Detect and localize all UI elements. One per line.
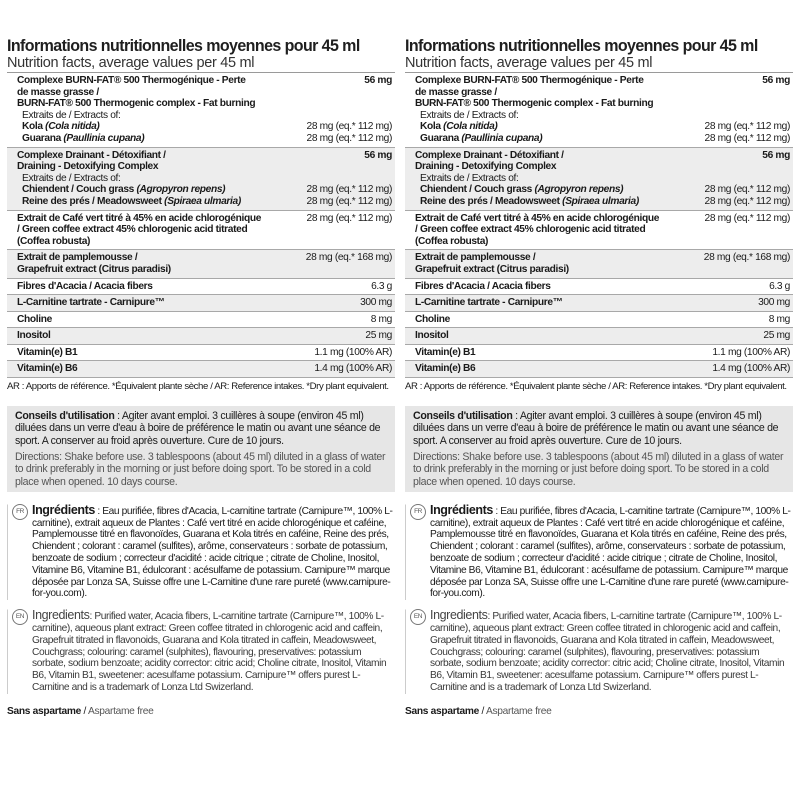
extract-name: Reine des prés / Meadowsweet xyxy=(22,195,165,207)
nutrient-label-line: Choline xyxy=(415,313,450,325)
extract-name: Reine des prés / Meadowsweet xyxy=(420,195,563,207)
nutrient-value: 1.4 mg (100% AR) xyxy=(712,363,790,375)
fr-language-icon: FR xyxy=(410,504,426,520)
extract-item xyxy=(17,121,392,133)
nutrition-row xyxy=(7,295,395,312)
nutrition-row xyxy=(405,345,793,362)
extract-value: 28 mg (eq.* 112 mg) xyxy=(306,121,392,133)
extract-item xyxy=(415,196,790,208)
extracts-label: Extraits de / Extracts of: xyxy=(22,172,121,184)
nutrient-label xyxy=(415,150,756,173)
ingredients-fr xyxy=(7,504,395,600)
nutrient-label-line: Complexe Drainant - Détoxifiant / xyxy=(415,149,564,161)
nutrient-label xyxy=(17,281,365,293)
nutrient-label-line: Complexe BURN-FAT® 500 Thermogénique - Perte xyxy=(17,75,246,86)
nutrient-value: 28 mg (eq.* 168 mg) xyxy=(305,252,392,264)
extract-name: Chiendent / Couch grass xyxy=(420,184,535,196)
nutrient-label xyxy=(17,347,308,359)
extract-item xyxy=(17,184,392,196)
advice-fr-label: Conseils d'utilisation xyxy=(413,410,513,423)
reference-intake-note: AR : Apports de référence. *Équivalent plante sèche / AR: Reference intakes. *Dry plant equivalent. xyxy=(7,381,389,393)
extract-item xyxy=(415,133,790,145)
usage-advice-box xyxy=(405,406,793,492)
nutrient-label xyxy=(415,252,698,275)
advice-fr xyxy=(413,410,787,447)
advice-fr-text: : Agiter avant emploi. 3 cuillères à soupe (environ 45 ml) diluées dans un verre d'eau à boire de préférence le matin ou avant une séance de sport. A conserver au froid après ouverture. Cure de 10 jours. xyxy=(413,410,779,447)
nutrient-label xyxy=(415,314,763,326)
extract-latin-name: (Paullinia cupana) xyxy=(63,132,145,144)
nutrient-label-line: / Green coffee extract 45% chlorogenic acid titrated xyxy=(17,224,248,236)
nutrient-label-line: Complexe Drainant - Détoxifiant / xyxy=(17,149,166,161)
nutrient-value: 28 mg (eq.* 112 mg) xyxy=(704,212,790,224)
extracts-label: Extraits de / Extracts of: xyxy=(22,109,121,121)
extract-value: 28 mg (eq.* 112 mg) xyxy=(306,184,392,196)
nutrient-value: 1.4 mg (100% AR) xyxy=(314,363,392,375)
aspartame-free-note xyxy=(7,706,395,718)
nutrient-label xyxy=(17,150,358,173)
panel-subtitle: Nutrition facts, average values per 45 ml xyxy=(7,55,255,71)
nutrition-row xyxy=(7,345,395,362)
extract-latin-name: (Paullinia cupana) xyxy=(461,132,543,144)
nutrient-value: 28 mg (eq.* 168 mg) xyxy=(703,252,790,264)
nutrient-label-line: (Coffea robusta) xyxy=(415,235,489,247)
extract-name: Kola xyxy=(420,121,444,133)
panel-subtitle: Nutrition facts, average values per 45 ml xyxy=(405,55,653,71)
extract-item xyxy=(17,133,392,145)
nutrient-value: 25 mg xyxy=(365,330,392,342)
ingredients-en xyxy=(405,609,793,694)
nutrient-value: 8 mg xyxy=(768,313,790,325)
advice-en: Directions: Shake before use. 3 tablespoons (about 45 ml) diluted in a glass of water to drink preferably in the morning or just before doing sport. To be stored in a cold place when opened. 10 days course. xyxy=(413,450,784,488)
advice-fr-text: : Agiter avant emploi. 3 cuillères à soupe (environ 45 ml) diluées dans un verre d'eau à boire de préférence le matin ou avant une séance de sport. A conserver au froid après ouverture. Cure de 10 jours. xyxy=(15,410,381,447)
panel-title: Informations nutritionnelles moyennes pour 45 ml xyxy=(405,37,758,55)
nutrient-value: 28 mg (eq.* 112 mg) xyxy=(306,212,392,224)
nutrient-label xyxy=(415,347,706,359)
extract-item xyxy=(415,184,790,196)
nutrition-table xyxy=(405,72,793,378)
nutrition-row xyxy=(405,312,793,329)
nutrition-row xyxy=(405,211,793,251)
ingredients-fr-text: : Eau purifiée, fibres d'Acacia, L-carnitine tartrate (Carnipure™, 100% L-carnitine), extrait aqueux de Plantes : Café vert titré en acide chlorogénique et caféine, Pamplemousse titré en flavonoïdes, Guarana et Kola titrés en caféine, Reine des prés, Chiendent ; colorant : caramel (sulfites), arôme, conservateurs : sorbate de potassium, benzoate de sodium ; correcteur d'acidité : acide citrique ; citrate de Choline, Inositol, Vitamine B6, Vitamine B1, édulcorant : acésulfame de potassium. Carnipure™ marque déposée par Lonza SA, Suisse offre une L-Carnitine d'une rare pureté (www.carnipure-for-you.com). xyxy=(32,505,393,600)
nutrient-value: 56 mg xyxy=(762,75,790,86)
ingredients-en-text: : Purified water, Acacia fibers, L-carnitine tartrate (Carnipure™, 100% L-carnitine), aqueous plant extract: Green coffee titrated in chlorogenic acid and caffein, Grapefruit titrated in flavonoids, Guarana and Kola titrated in caffein, Meadowsweet, Couchgrass; colouring: caramel (sulphites), flavouring, preservatives: potassium sorbate, sodium benzoate; acidity corrector: citric acid; Choline citrate, Inositol, Vitamin B6, Vitamin B1, sweetener: acesulfame potassium. Carnipure™ offers purest L-Carnitine and is a trademark of Lonza Ltd Swizerland. xyxy=(430,611,785,693)
nutrient-value: 56 mg xyxy=(364,149,392,161)
extract-latin-name: (Spiraea ulmaria) xyxy=(164,195,241,207)
nutrient-label-line: Extrait de pamplemousse / xyxy=(415,252,536,264)
extract-name: Chiendent / Couch grass xyxy=(22,184,137,196)
aspartame-separator: / xyxy=(80,705,88,717)
nutrient-value: 1.1 mg (100% AR) xyxy=(314,346,392,358)
nutrient-label xyxy=(17,314,365,326)
nutrient-label-line: Vitamin(e) B1 xyxy=(415,346,476,358)
en-language-icon: EN xyxy=(410,609,426,625)
nutrient-label-line: Extrait de pamplemousse / xyxy=(17,252,138,264)
nutrient-value: 25 mg xyxy=(763,330,790,342)
nutrient-label xyxy=(17,330,359,342)
ingredients-fr-text: : Eau purifiée, fibres d'Acacia, L-carnitine tartrate (Carnipure™, 100% L-carnitine), extrait aqueux de Plantes : Café vert titré en acide chlorogénique et caféine, Pamplemousse titré en flavonoïdes, Guarana et Kola titrés en caféine, Reine des prés, Chiendent ; colorant : caramel (sulfites), arôme, conservateurs : sorbate de potassium, benzoate de sodium ; correcteur d'acidité : acide citrique ; citrate de Choline, Inositol, Vitamine B6, Vitamine B1, édulcorant : acésulfame de potassium. Carnipure™ marque déposée par Lonza SA, Suisse offre une L-Carnitine d'une rare pureté (www.carnipure-for-you.com). xyxy=(430,505,791,600)
extract-value: 28 mg (eq.* 112 mg) xyxy=(306,132,392,144)
panel-title: Informations nutritionnelles moyennes pour 45 ml xyxy=(7,37,360,55)
ingredients-fr xyxy=(405,504,793,600)
nutrition-row xyxy=(7,73,395,148)
extract-value: 28 mg (eq.* 112 mg) xyxy=(704,132,790,144)
nutrition-table xyxy=(7,72,395,378)
extracts-label: Extraits de / Extracts of: xyxy=(420,109,519,121)
nutrient-label-line: Grapefruit extract (Citrus paradisi) xyxy=(415,263,569,275)
nutrient-label-line: Inositol xyxy=(415,330,449,342)
nutrient-label-line: de masse grasse / xyxy=(17,86,99,98)
nutrient-label xyxy=(415,297,752,309)
nutrition-row xyxy=(405,361,793,378)
nutrient-label xyxy=(415,75,756,110)
extract-latin-name: (Spiraea ulmaria) xyxy=(562,195,639,207)
extract-item xyxy=(415,121,790,133)
advice-fr xyxy=(15,410,389,447)
extract-name: Guarana xyxy=(22,132,64,144)
extract-value: 28 mg (eq.* 112 mg) xyxy=(704,121,790,133)
extract-latin-name: (Agropyron repens) xyxy=(534,184,624,196)
nutrient-label-line: Vitamin(e) B6 xyxy=(17,363,78,375)
extract-item xyxy=(17,196,392,208)
extract-latin-name: (Cola nitida) xyxy=(443,121,498,133)
nutrient-label xyxy=(17,363,308,375)
nutrient-label xyxy=(415,281,763,293)
nutrition-row xyxy=(7,312,395,329)
nutrient-label xyxy=(415,213,699,248)
advice-en: Directions: Shake before use. 3 tablespoons (about 45 ml) diluted in a glass of water to drink preferably in the morning or just before doing sport. To be stored in a cold place when opened. 10 days course. xyxy=(15,450,386,488)
extract-name: Kola xyxy=(22,121,46,133)
ingredients-fr-label: Ingrédients xyxy=(32,502,95,517)
reference-intake-note: AR : Apports de référence. *Équivalent plante sèche / AR: Reference intakes. *Dry plant equivalent. xyxy=(405,381,787,393)
nutrient-value: 56 mg xyxy=(364,75,392,86)
nutrition-row xyxy=(405,279,793,296)
nutrient-label xyxy=(415,363,706,375)
nutrient-label xyxy=(17,213,301,248)
nutrient-label-line: L-Carnitine tartrate - Carnipure™ xyxy=(415,297,563,309)
nutrient-label-line: de masse grasse / xyxy=(415,86,497,98)
nutrient-label xyxy=(17,297,354,309)
extract-latin-name: (Cola nitida) xyxy=(45,121,100,133)
nutrition-row xyxy=(405,148,793,211)
nutrition-panel-left xyxy=(7,38,395,718)
nutrient-value: 56 mg xyxy=(762,149,790,161)
nutrient-value: 300 mg xyxy=(360,297,392,309)
nutrient-label-line: Complexe BURN-FAT® 500 Thermogénique - Perte xyxy=(415,75,644,86)
en-language-icon: EN xyxy=(12,609,28,625)
extract-value: 28 mg (eq.* 112 mg) xyxy=(306,195,392,207)
nutrient-value: 8 mg xyxy=(370,313,392,325)
nutrient-value: 300 mg xyxy=(758,297,790,309)
nutrient-value: 1.1 mg (100% AR) xyxy=(712,346,790,358)
nutrition-panel-right xyxy=(405,38,793,718)
extracts-label: Extraits de / Extracts of: xyxy=(420,172,519,184)
nutrient-label-line: Extrait de Café vert titré à 45% en acide chlorogénique xyxy=(415,212,660,224)
nutrition-row xyxy=(405,295,793,312)
fr-language-icon: FR xyxy=(12,504,28,520)
nutrient-label-line: Fibres d'Acacia / Acacia fibers xyxy=(415,280,551,292)
nutrient-label-line: Choline xyxy=(17,313,52,325)
nutrition-row xyxy=(7,250,395,278)
nutrient-label xyxy=(415,330,757,342)
nutrient-label-line: Grapefruit extract (Citrus paradisi) xyxy=(17,263,171,275)
extract-value: 28 mg (eq.* 112 mg) xyxy=(704,195,790,207)
nutrient-label xyxy=(17,75,358,110)
nutrition-row xyxy=(7,279,395,296)
ingredients-en-label: Ingredients xyxy=(430,608,488,623)
ingredients-en-label: Ingredients xyxy=(32,608,90,623)
ingredients-en-text: : Purified water, Acacia fibers, L-carnitine tartrate (Carnipure™, 100% L-carnitine), aqueous plant extract: Green coffee titrated in chlorogenic acid and caffein, Grapefruit titrated in flavonoids, Guarana and Kola titrated in caffein, Meadowsweet, Couchgrass; colouring: caramel (sulphites), flavouring, preservatives: potassium sorbate, sodium benzoate; acidity corrector: citric acid; Choline citrate, Inositol, Vitamin B6, Vitamin B1, sweetener: acesulfame potassium. Carnipure™ offers purest L-Carnitine and is a trademark of Lonza Ltd Swizerland. xyxy=(32,611,387,693)
nutrient-label xyxy=(17,252,300,275)
nutrient-label-line: / Green coffee extract 45% chlorogenic acid titrated xyxy=(415,224,646,236)
nutrition-row xyxy=(405,328,793,345)
nutrient-label-line: Fibres d'Acacia / Acacia fibers xyxy=(17,280,153,292)
ingredients-fr-label: Ingrédients xyxy=(430,502,493,517)
aspartame-fr: Sans aspartame xyxy=(7,705,81,717)
nutrition-row xyxy=(405,250,793,278)
aspartame-separator: / xyxy=(478,705,486,717)
extract-value: 28 mg (eq.* 112 mg) xyxy=(704,184,790,196)
nutrition-row xyxy=(7,361,395,378)
nutrient-label-line: Draining - Detoxifying Complex xyxy=(17,161,159,173)
nutrient-label-line: Extrait de Café vert titré à 45% en acide chlorogénique xyxy=(17,212,262,224)
nutrient-label-line: BURN-FAT® 500 Thermogenic complex - Fat burning xyxy=(415,98,654,110)
nutrition-row xyxy=(7,328,395,345)
aspartame-en: Aspartame free xyxy=(87,705,154,717)
extract-name: Guarana xyxy=(420,132,462,144)
aspartame-free-note xyxy=(405,706,793,718)
advice-fr-label: Conseils d'utilisation xyxy=(15,410,115,423)
nutrient-label-line: Inositol xyxy=(17,330,51,342)
nutrition-row xyxy=(7,211,395,251)
nutrient-label-line: Draining - Detoxifying Complex xyxy=(415,161,557,173)
nutrient-label-line: Vitamin(e) B6 xyxy=(415,363,476,375)
aspartame-fr: Sans aspartame xyxy=(405,705,479,717)
usage-advice-box xyxy=(7,406,395,492)
nutrient-label-line: BURN-FAT® 500 Thermogenic complex - Fat burning xyxy=(17,98,256,110)
nutrient-label-line: L-Carnitine tartrate - Carnipure™ xyxy=(17,297,165,309)
nutrition-row xyxy=(405,73,793,148)
nutrient-value: 6.3 g xyxy=(769,280,790,292)
ingredients-en xyxy=(7,609,395,694)
nutrient-value: 6.3 g xyxy=(371,280,392,292)
nutrient-label-line: Vitamin(e) B1 xyxy=(17,346,78,358)
nutrition-row xyxy=(7,148,395,211)
extract-latin-name: (Agropyron repens) xyxy=(136,184,226,196)
aspartame-en: Aspartame free xyxy=(485,705,552,717)
nutrient-label-line: (Coffea robusta) xyxy=(17,235,91,247)
